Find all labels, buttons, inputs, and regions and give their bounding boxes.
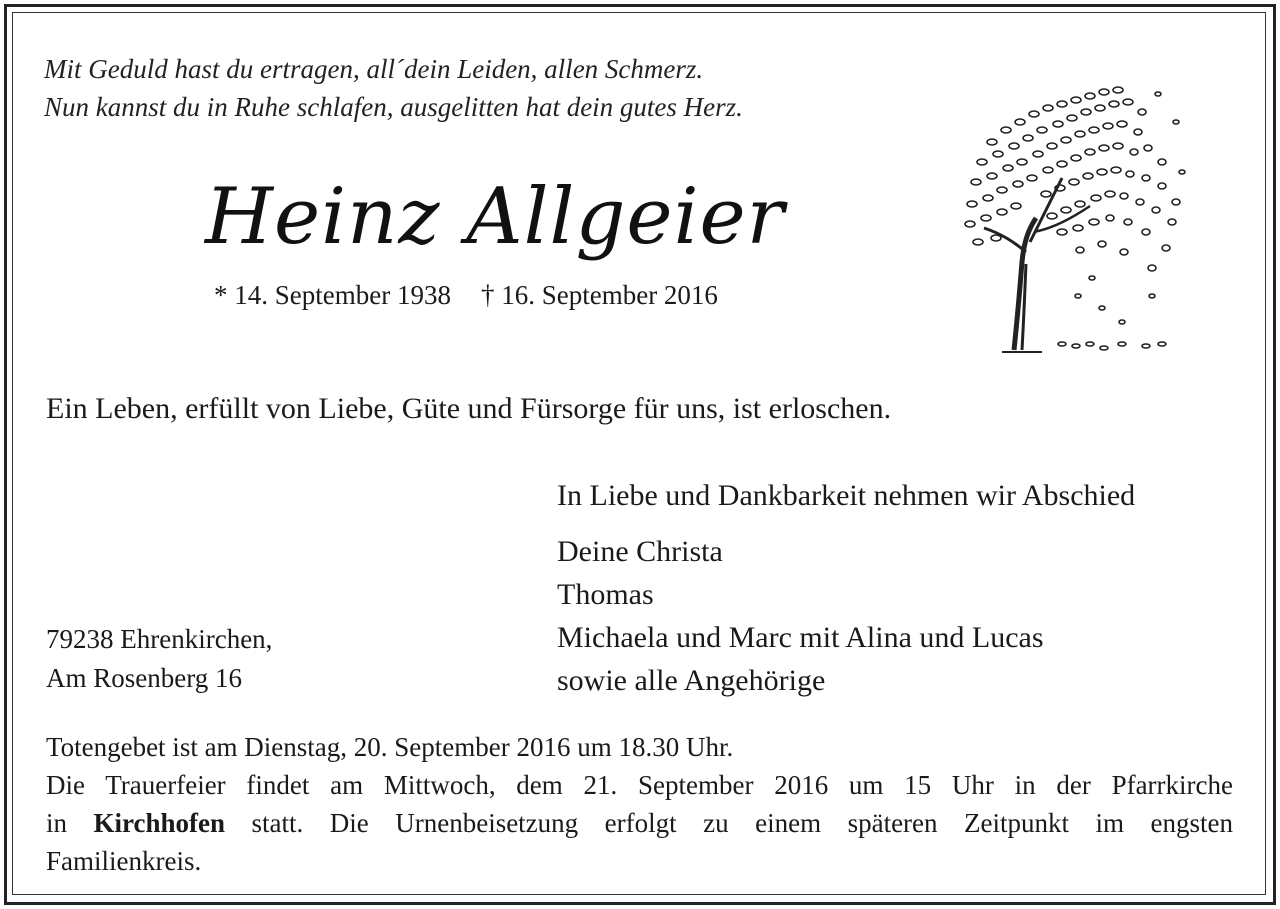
birth-date: * 14. September 1938	[214, 280, 451, 310]
service-line-4: Familienkreis.	[46, 846, 202, 876]
memorial-poem	[44, 50, 743, 126]
service-line-3-pre: in	[46, 808, 94, 838]
mourners-list	[557, 530, 1044, 702]
mourner-line: Thomas	[557, 578, 654, 611]
mourner-line: Deine Christa	[557, 535, 723, 568]
service-information	[46, 728, 1233, 880]
service-line-3	[46, 804, 1233, 842]
church-location: Kirchhofen	[93, 808, 226, 838]
life-dates	[214, 280, 718, 311]
mourner-line: sowie alle Angehörige	[557, 664, 826, 697]
farewell-line: In Liebe und Dankbarkeit nehmen wir Abschied	[557, 479, 1136, 512]
family-address	[46, 620, 272, 698]
mourner-line: Michaela und Marc mit Alina und Lucas	[557, 621, 1044, 654]
windblown-tree-icon	[962, 82, 1192, 354]
address-line-2: Am Rosenberg 16	[46, 663, 242, 693]
poem-line-1: Mit Geduld hast du ertragen, all´dein Leiden, allen Schmerz.	[44, 54, 704, 84]
service-line-3-post: statt. Die Urnenbeisetzung erfolgt zu einem späteren Zeitpunkt im engsten	[225, 808, 1233, 838]
service-line-1: Totengebet ist am Dienstag, 20. September 2016 um 18.30 Uhr.	[46, 732, 734, 762]
life-motto: Ein Leben, erfüllt von Liebe, Güte und Fürsorge für uns, ist erloschen.	[46, 392, 892, 425]
poem-line-2: Nun kannst du in Ruhe schlafen, ausgelitten hat dein gutes Herz.	[44, 92, 743, 122]
death-date: † 16. September 2016	[480, 280, 718, 310]
service-line-2: Die Trauerfeier findet am Mittwoch, dem 21. September 2016 um 15 Uhr in der Pfarrkirche	[46, 770, 1233, 800]
address-line-1: 79238 Ehrenkirchen,	[46, 624, 273, 654]
deceased-name: Heinz Allgeier	[205, 172, 785, 262]
